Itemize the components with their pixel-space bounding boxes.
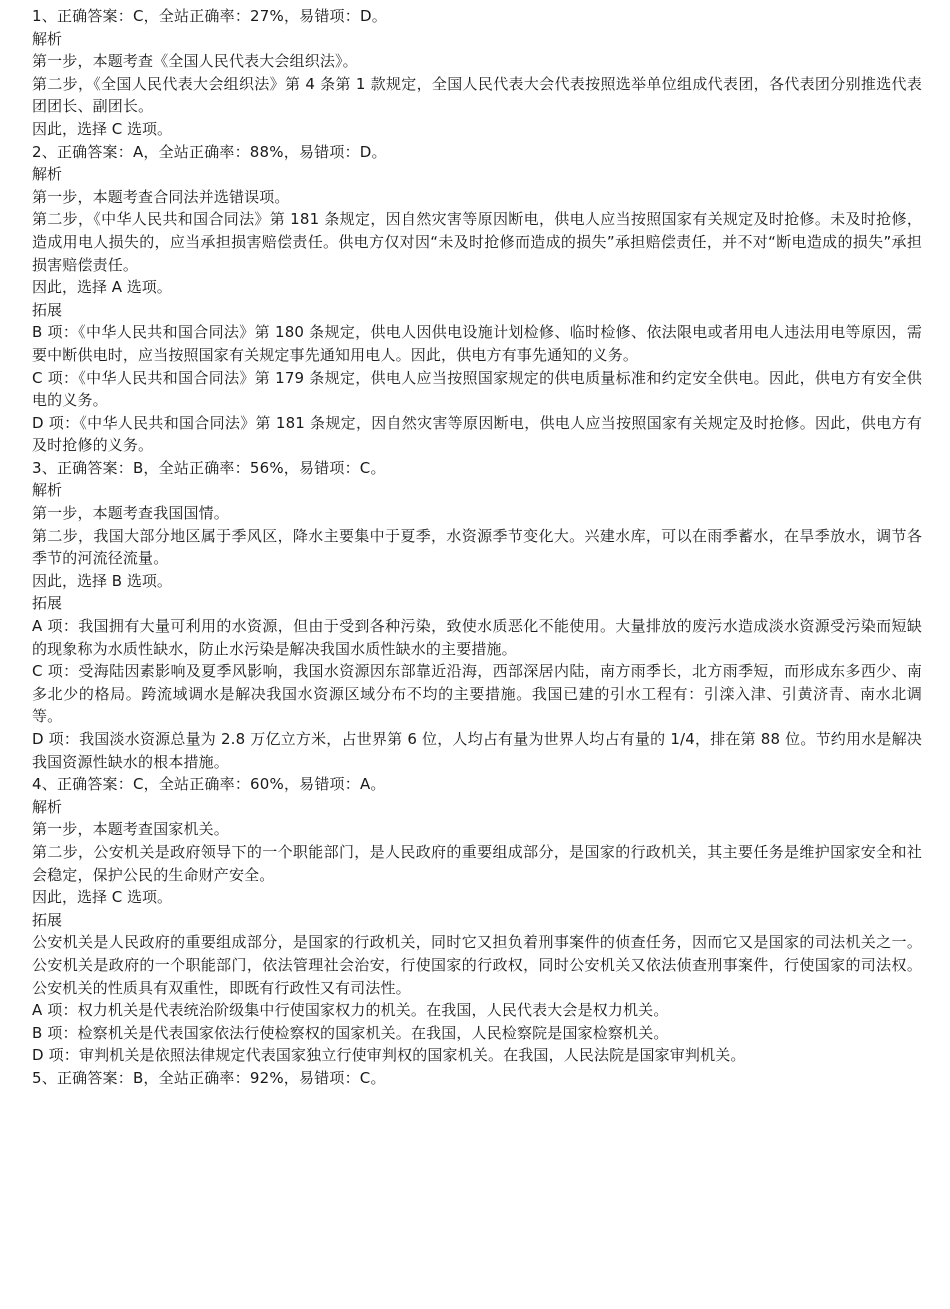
q3-option-d: D 项：我国淡水资源总量为 2.8 万亿立方米，占世界第 6 位，人均占有量为世界人均占有量的 1/4，排在第 88 位。节约用水是解决我国资源性缺水的根本措施。 [32,730,922,771]
q2-analysis-heading: 解析 [32,165,63,184]
q3-answer-line: 3、正确答案：B，全站正确率：56%，易错项：C。 [32,458,386,477]
q2-step2: 第二步，《中华人民共和国合同法》第 181 条规定，因自然灾害等原因断电，供电人应当按照国家有关规定及时抢修。未及时抢修，造成用电人损失的，应当承担损害赔偿责任。供电方仅对因“未及时抢修而造成的损失”承担赔偿责任，并不对“断电造成的损失”承担损害赔偿责任。 [32,210,922,274]
q3-step1: 第一步，本题考查我国国情。 [32,504,229,523]
q2-option-c: C 项：《中华人民共和国合同法》第 179 条规定，供电人应当按照国家规定的供电质量标准和约定安全供电。因此，供电方有安全供电的义务。 [32,368,922,410]
q3-option-a: A 项：我国拥有大量可利用的水资源，但由于受到各种污染，致使水质恶化不能使用。大量排放的废污水造成淡水资源受污染而短缺的现象称为水质性缺水，防止水污染是解决我国水质性缺水的主要措施。 [32,617,922,658]
q2-option-d: D 项：《中华人民共和国合同法》第 181 条规定，因自然灾害等原因断电，供电人应当按照国家有关规定及时抢修。因此，供电方有及时抢修的义务。 [32,413,922,455]
q3-conclusion: 因此，选择 B 选项。 [32,571,172,590]
q1-step2: 第二步，《全国人民代表大会组织法》第 4 条第 1 款规定，全国人民代表大会代表按照选举单位组成代表团，各代表团分别推选代表团团长、副团长。 [32,74,922,116]
q1-step1: 第一步，本题考查《全国人民代表大会组织法》。 [32,52,358,71]
q3-option-c: C 项：受海陆因素影响及夏季风影响，我国水资源因东部靠近沿海，西部深居内陆，南方雨季长，北方雨季短，而形成东多西少、南多北少的格局。跨流域调水是解决我国水资源区域分布不均的主要措施。我国已建的引水工程有：引滦入津、引黄济青、南水北调等。 [32,662,922,726]
q4-analysis-heading: 解析 [32,797,63,816]
q4-option-a: A 项：权力机关是代表统治阶级集中行使国家权力的机关。在我国，人民代表大会是权力机关。 [32,1001,669,1020]
q4-step1: 第一步，本题考查国家机关。 [32,820,229,839]
q4-answer-line: 4、正确答案：C，全站正确率：60%，易错项：A。 [32,775,386,794]
q3-analysis-heading: 解析 [32,481,63,500]
q4-extension-body: 公安机关是人民政府的重要组成部分，是国家的行政机关，同时它又担负着刑事案件的侦查任务，因而它又是国家的司法机关之一。公安机关是政府的一个职能部门，依法管理社会治安，行使国家的行政权，同时公安机关又依法侦查刑事案件，行使国家的司法权。公安机关的性质具有双重性，即既有行政性又有司法性。 [32,933,922,997]
q2-extension-heading: 拓展 [32,300,63,319]
q2-conclusion: 因此，选择 A 选项。 [32,278,172,297]
q2-option-b: B 项：《中华人民共和国合同法》第 180 条规定，供电人因供电设施计划检修、临时检修、依法限电或者用电人违法用电等原因，需要中断供电时，应当按照国家有关规定事先通知用电人。因此，供电方有事先通知的义务。 [32,323,922,364]
q4-extension-heading: 拓展 [32,910,63,929]
q4-conclusion: 因此，选择 C 选项。 [32,888,173,907]
q1-answer-line: 1、正确答案：C，全站正确率：27%，易错项：D。 [32,7,387,25]
q1-conclusion: 因此，选择 C 选项。 [32,119,173,138]
q4-option-d: D 项：审判机关是依照法律规定代表国家独立行使审判权的国家机关。在我国，人民法院是国家审判机关。 [32,1046,746,1065]
q2-answer-line: 2、正确答案：A，全站正确率：88%，易错项：D。 [32,142,387,161]
q4-step2: 第二步，公安机关是政府领导下的一个职能部门，是人民政府的重要组成部分，是国家的行政机关，其主要任务是维护国家安全和社会稳定，保护公民的生命财产安全。 [32,842,922,884]
q4-option-b: B 项：检察机关是代表国家依法行使检察权的国家机关。在我国，人民检察院是国家检察机关。 [32,1023,669,1042]
q5-answer-line: 5、正确答案：B，全站正确率：92%，易错项：C。 [32,1068,386,1087]
q1-analysis-heading: 解析 [32,29,63,48]
q3-step2: 第二步，我国大部分地区属于季风区，降水主要集中于夏季，水资源季节变化大。兴建水库，可以在雨季蓄水，在旱季放水，调节各季节的河流径流量。 [32,526,922,568]
q3-extension-heading: 拓展 [32,594,63,613]
q2-step1: 第一步，本题考查合同法并选错误项。 [32,187,290,206]
